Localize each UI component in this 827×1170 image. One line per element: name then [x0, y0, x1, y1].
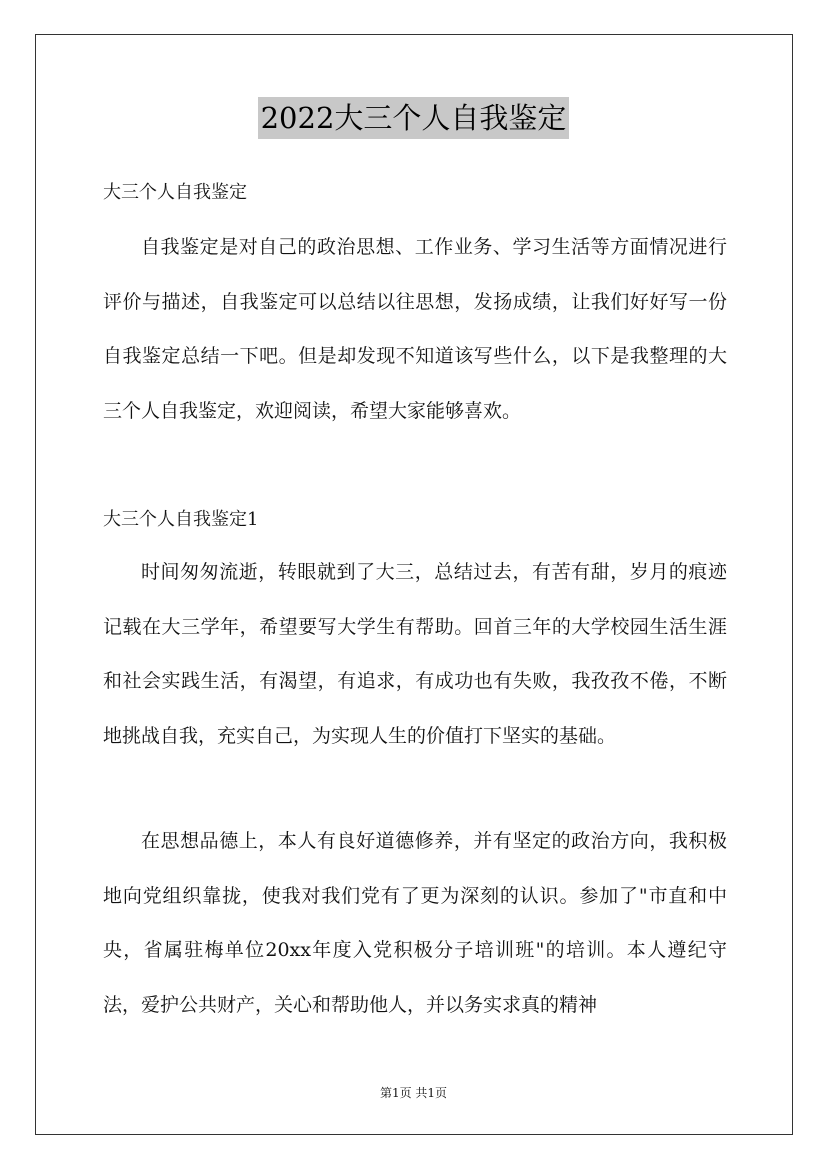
section1-paragraph-2: 在思想品德上，本人有良好道德修养，并有坚定的政治方向，我积极地向党组织靠拢，使我对我们党有了更为深刻的认识。参加了"市直和中央，省属驻梅单位20xx年度入党积极分子培训班"的培训。本人遵纪守法，爱护公共财产，关心和帮助他人，并以务实求真的精神: [103, 830, 727, 1016]
page-footer: 第1页 共1页: [379, 1086, 448, 1100]
title-wrap: [0, 97, 827, 139]
section1-paragraph-1: 时间匆匆流逝，转眼就到了大三，总结过去，有苦有甜，岁月的痕迹记载在大三学年，希望要写大学生有帮助。回首三年的大学校园生活生涯和社会实践生活，有渴望，有追求，有成功也有失败，我孜孜不倦，不断地挑战自我，充实自己，为实现人生的价值打下坚实的基础。: [103, 561, 727, 747]
intro-paragraph: 自我鉴定是对自己的政治思想、工作业务、学习生活等方面情况进行评价与描述，自我鉴定可以总结以往思想，发扬成绩，让我们好好写一份自我鉴定总结一下吧。但是却发现不知道该写些什么，以下是我整理的大三个人自我鉴定，欢迎阅读，希望大家能够喜欢。: [103, 236, 727, 422]
section1-heading: 大三个人自我鉴定1: [103, 509, 259, 530]
intro-heading: 大三个人自我鉴定: [103, 182, 247, 203]
document-title: 2022大三个人自我鉴定: [258, 97, 570, 139]
